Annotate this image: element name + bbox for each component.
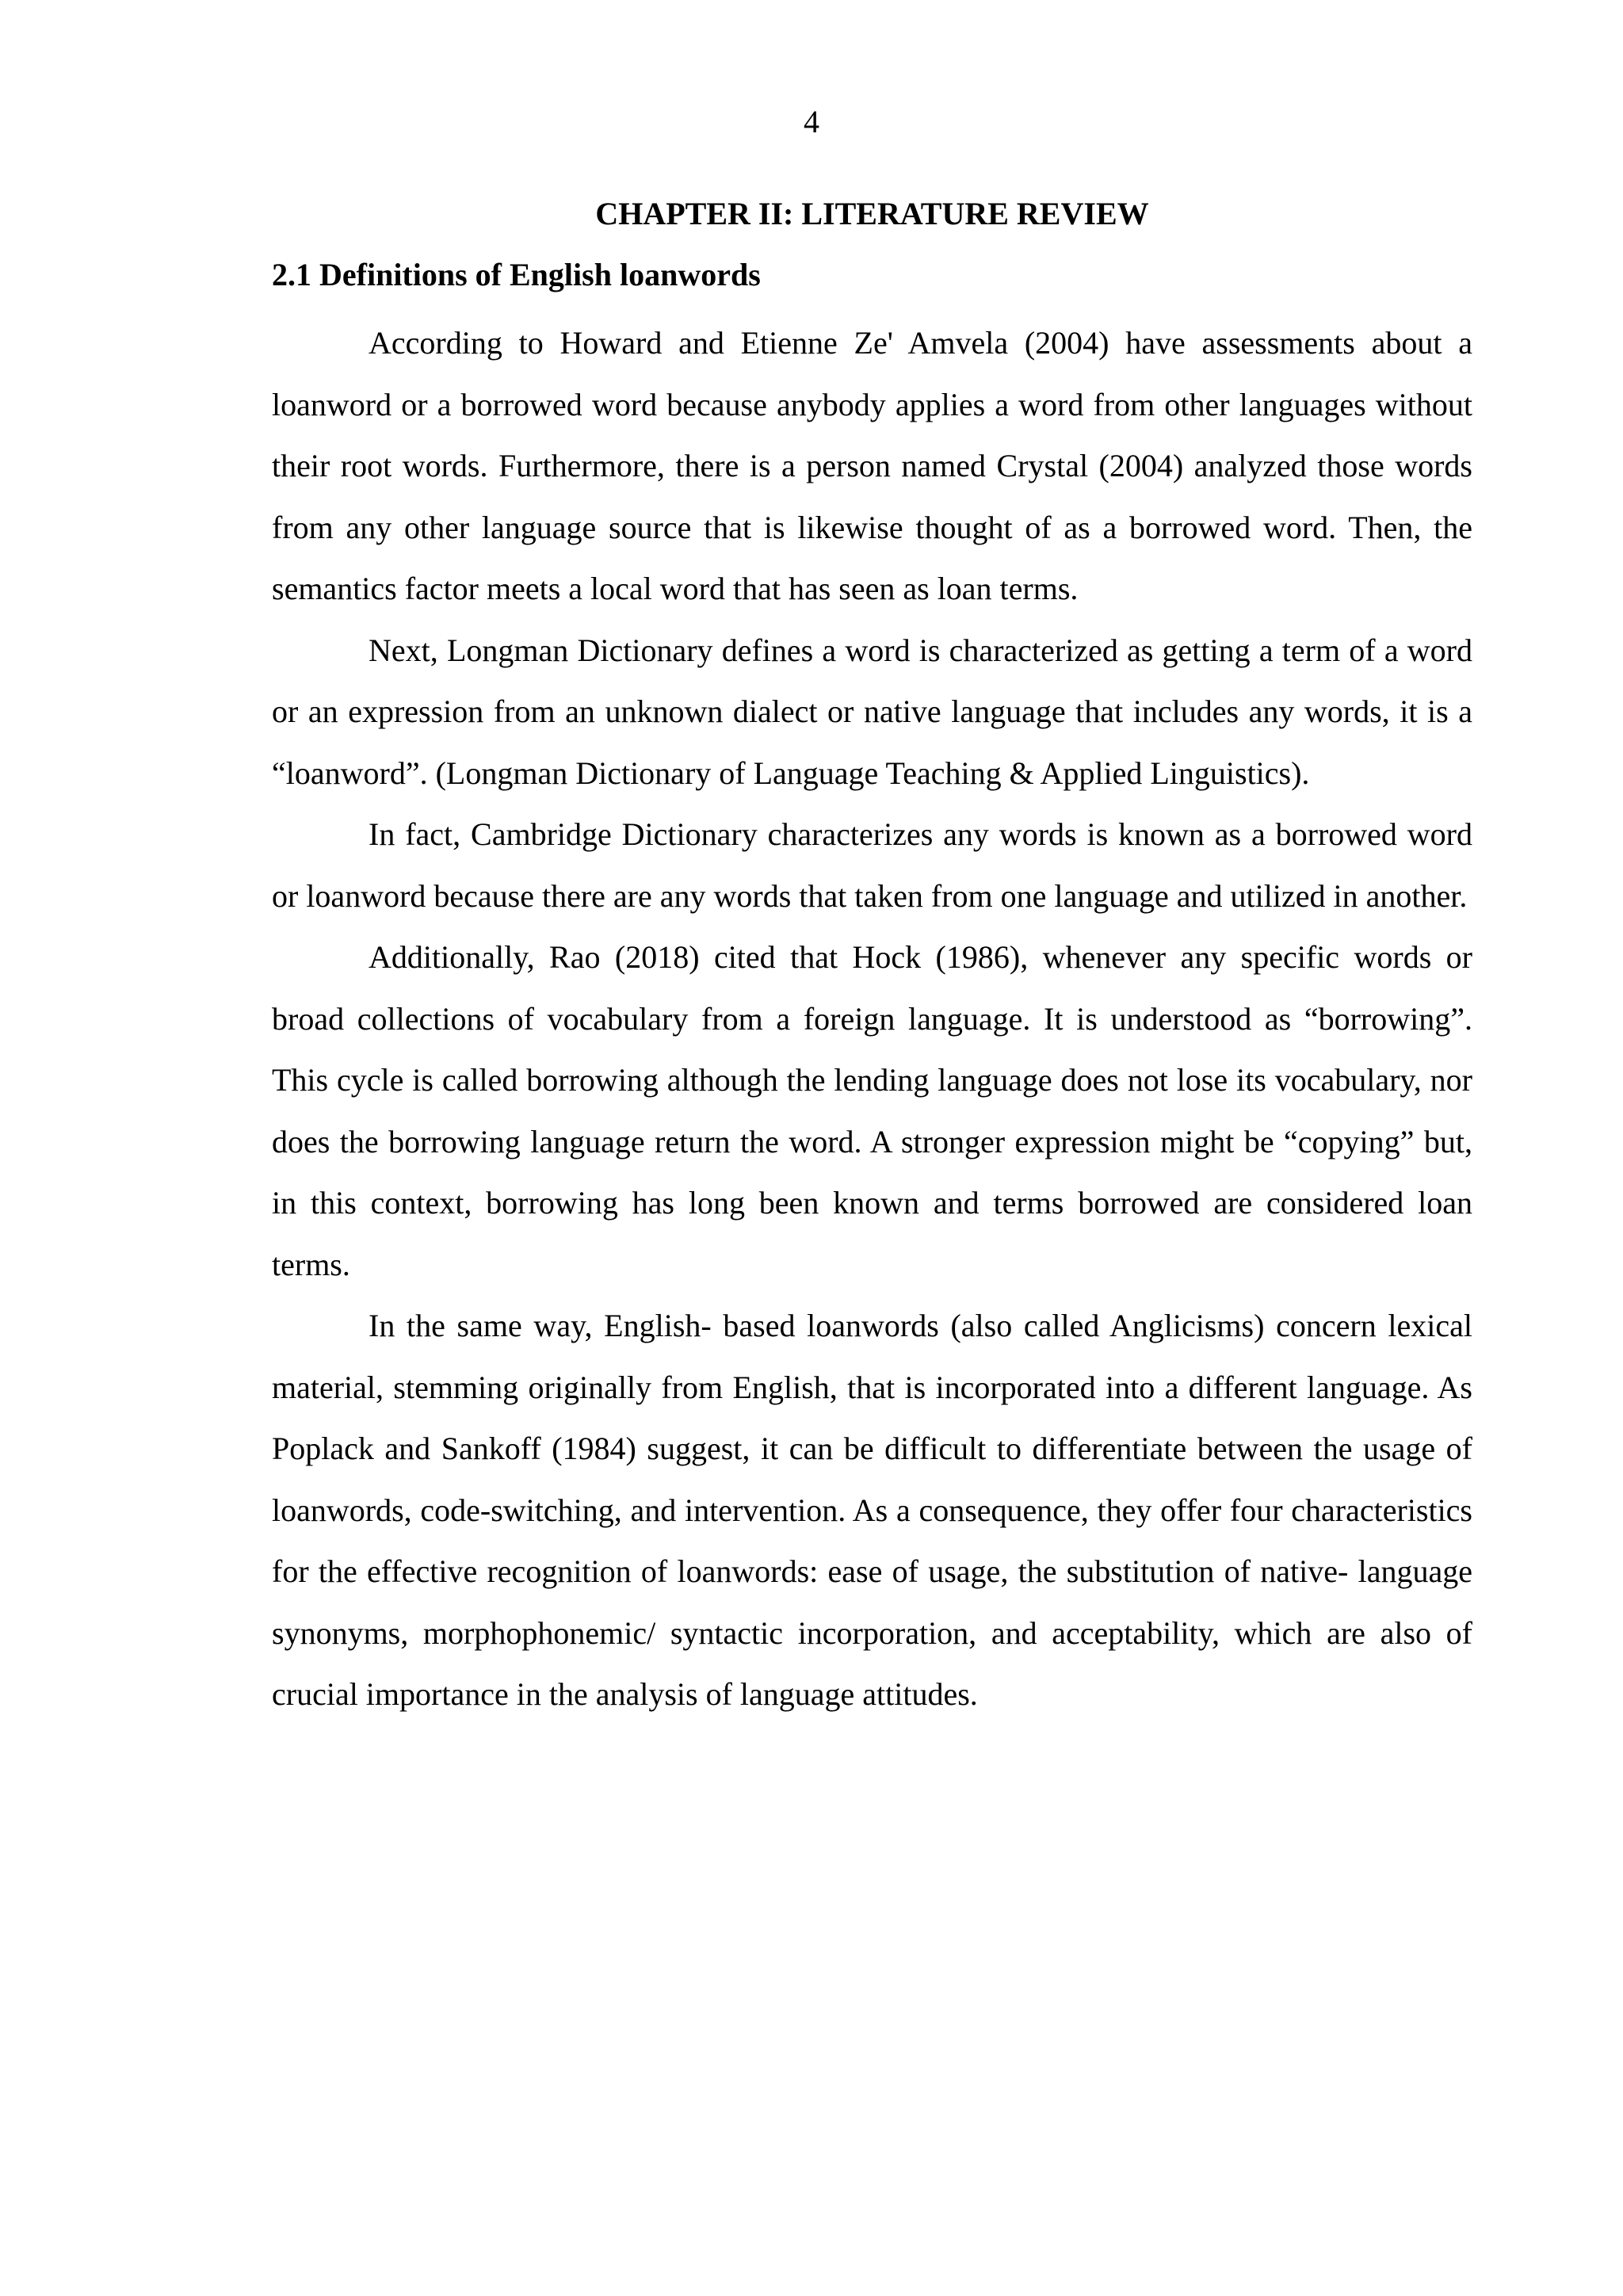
paragraph: Next, Longman Dictionary defines a word is characterized as getting a term of a word or an expression from an unknown dialect or native language that includes any words, it is a “loanword”. (Longman Dictionary of Language Teaching & Applied Linguistics).: [272, 632, 1472, 791]
paragraph: Additionally, Rao (2018) cited that Hock (1986), whenever any specific words or broad collections of vocabulary from a foreign language. It is understood as “borrowing”. This cycle is called borrowing although the lending language does not lose its vocabulary, nor does the borrowing language return the word. A stronger expression might be “copying” but, in this context, borrowing has long been known and terms borrowed are considered loan terms.: [272, 939, 1472, 1282]
paragraph: In fact, Cambridge Dictionary characterizes any words is known as a borrowed word or loanword because there are any words that taken from one language and utilized in another.: [272, 816, 1472, 914]
page-number: 4: [804, 104, 819, 139]
paragraph: In the same way, English- based loanwords (also called Anglicisms) concern lexical material, stemming originally from English, that is incorporated into a different language. As Poplack and Sankoff (1984) suggest, it can be difficult to differentiate between the usage of loanwords, code-switching, and intervention. As a consequence, they offer four characteristics for the effective recognition of loanwords: ease of usage, the substitution of native- language synonyms, morphophonemic/ syntactic incorporation, and acceptability, which are also of crucial importance in the analysis of language attitudes.: [272, 1308, 1472, 1712]
chapter-title: CHAPTER II: LITERATURE REVIEW: [595, 196, 1149, 231]
paragraph: According to Howard and Etienne Ze' Amvela (2004) have assessments about a loanword or a borrowed word because anybody applies a word from other languages without their root words. Furthermore, there is a person named Crystal (2004) analyzed those words from any other language source that is likewise thought of as a borrowed word. Then, the semantics factor meets a local word that has seen as loan terms.: [272, 325, 1472, 606]
document-body: [272, 190, 1472, 1725]
section-heading: 2.1 Definitions of English loanwords: [272, 257, 761, 292]
